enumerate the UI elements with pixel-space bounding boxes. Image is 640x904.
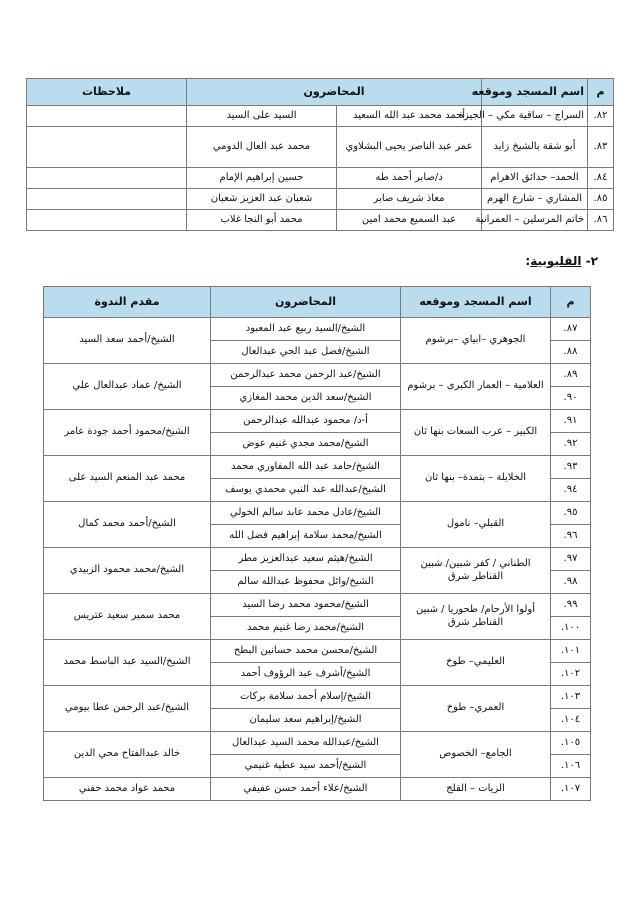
mosque-cell: الجامع– الخصوص xyxy=(401,732,551,778)
col-header-lecturers: المحاضرون xyxy=(211,287,401,318)
lecturer-cell: الشيخ/هيثم سعيد عبدالعزيز مطر xyxy=(211,548,401,571)
table-row xyxy=(44,778,591,801)
row-number: ٩٤. xyxy=(551,479,591,502)
lecturer-cell: الشيخ/محمود محمد رضا السيد xyxy=(211,594,401,617)
mosque-cell: الجوهري –ابياي –برشوم xyxy=(401,318,551,364)
mosque-cell: الطناني / كفر شبين/ شبين القناطر شرق xyxy=(401,548,551,594)
mosque-cell: الكبير – عرب السعات بنها ثان xyxy=(401,410,551,456)
lecturer-cell: عبد السميع محمد امين xyxy=(337,210,482,231)
lecturer-cell: عمر عبد الناصر يحيى البشلاوي xyxy=(337,127,482,168)
row-number: ١٠١. xyxy=(551,640,591,663)
col-header-notes: ملاحظات xyxy=(27,79,187,106)
presenter-cell: الشيخ/ عماد عبدالعال علي xyxy=(44,364,211,410)
lecturer-cell: الشيخ/السيد ربيع عبد المعبود xyxy=(211,318,401,341)
row-number: ٨٢. xyxy=(588,106,614,127)
mosque-cell: المشاري – شارع الهرم xyxy=(482,189,588,210)
lecturer-cell: الشيخ/محمد مجدي غنيم عوض xyxy=(211,433,401,456)
row-number: ٨٤. xyxy=(588,168,614,189)
mosques-table-qalyubia xyxy=(43,286,591,801)
row-number: ٩٠. xyxy=(551,387,591,410)
row-number: ٨٧. xyxy=(551,318,591,341)
row-number: ٩٨. xyxy=(551,571,591,594)
table-row xyxy=(44,502,591,525)
table-row xyxy=(44,732,591,755)
table-row xyxy=(27,189,614,210)
table-body xyxy=(44,318,591,801)
row-number: ٨٥. xyxy=(588,189,614,210)
mosque-cell: الزيات – القلج xyxy=(401,778,551,801)
table-row xyxy=(44,640,591,663)
lecturer-cell: د/صابر أحمد طه xyxy=(337,168,482,189)
col-header-mosque: اسم المسجد وموقعه xyxy=(482,79,588,106)
lecturer-cell: محمد عبد العال الدومي xyxy=(187,127,337,168)
section-title: القليوبية xyxy=(530,254,582,268)
mosque-cell: خاتم المرسلين – العمرانية xyxy=(482,210,588,231)
lecturer-cell: الشيخ/إبراهيم سعد سليمان xyxy=(211,709,401,732)
row-number: ٨٦. xyxy=(588,210,614,231)
mosque-cell: القبلي– نامول xyxy=(401,502,551,548)
row-number: ٨٩. xyxy=(551,364,591,387)
presenter-cell: الشيخ/محمود أحمد جودة عامر xyxy=(44,410,211,456)
lecturer-cell: السيد على السيد xyxy=(187,106,337,127)
col-header-mosque: اسم المسجد وموقعه xyxy=(401,287,551,318)
mosque-cell: السراج – ساقية مكي – الجيزة xyxy=(482,106,588,127)
table-row xyxy=(44,318,591,341)
row-number: ٩٣. xyxy=(551,456,591,479)
col-header-number: م xyxy=(551,287,591,318)
lecturer-cell: الشيخ/عبدالله محمد السيد عبدالعال xyxy=(211,732,401,755)
table-header-row xyxy=(44,287,591,318)
lecturer-cell: الشيخ/أشرف عبد الرؤوف أحمد xyxy=(211,663,401,686)
mosque-cell: الخلايلة – بتمدة– بنها ثان xyxy=(401,456,551,502)
row-number: ٩٥. xyxy=(551,502,591,525)
col-header-lecturers: المحاضرون xyxy=(187,79,482,106)
notes-cell xyxy=(27,127,187,168)
notes-cell xyxy=(27,210,187,231)
row-number: ١٠٥. xyxy=(551,732,591,755)
mosque-cell: العليمي– طوخ xyxy=(401,640,551,686)
notes-cell xyxy=(27,168,187,189)
row-number: ٩٩. xyxy=(551,594,591,617)
lecturer-cell: معاذ شريف صابر xyxy=(337,189,482,210)
col-header-presenter: مقدم الندوة xyxy=(44,287,211,318)
mosque-cell: أولوا الأرحام/ طحوريا / شبين القناطر شرق xyxy=(401,594,551,640)
table-row xyxy=(44,686,591,709)
lecturer-cell: الشيخ/فضل عبد الحي عبدالعال xyxy=(211,341,401,364)
lecturer-cell: الشيخ/عبد الرحمن محمد عبدالرحمن xyxy=(211,364,401,387)
table-row xyxy=(27,168,614,189)
table-row xyxy=(44,594,591,617)
lecturer-cell: الشيخ/محمد رضا غنيم محمد xyxy=(211,617,401,640)
presenter-cell: الشيخ/محمد محمود الزبيدي xyxy=(44,548,211,594)
presenter-cell: الشيخ/السيد عبد الباسط محمد xyxy=(44,640,211,686)
notes-cell xyxy=(27,189,187,210)
row-number: ٩٢. xyxy=(551,433,591,456)
lecturer-cell: الشيخ/إسلام أحمد سلامة بركات xyxy=(211,686,401,709)
presenter-cell: الشيخ/أحمد سعد السيد xyxy=(44,318,211,364)
row-number: ٩٦. xyxy=(551,525,591,548)
row-number: ٨٨. xyxy=(551,341,591,364)
presenter-cell: محمد عبد المنعم السيد على xyxy=(44,456,211,502)
mosques-table-giza xyxy=(26,78,614,231)
row-number: ١٠٠. xyxy=(551,617,591,640)
table-row xyxy=(27,127,614,168)
lecturer-cell: الشيخ/محسن محمد حسانين البطح xyxy=(211,640,401,663)
section-suffix: : xyxy=(525,254,531,268)
table-row xyxy=(27,106,614,127)
col-header-number: م xyxy=(588,79,614,106)
mosque-cell: الحمد– حدائق الاهرام xyxy=(482,168,588,189)
presenter-cell: الشيخ/عبد الرحمن عطا بيومي xyxy=(44,686,211,732)
mosque-cell: العمري– طوخ xyxy=(401,686,551,732)
presenter-cell: الشيخ/أحمد محمد كمال xyxy=(44,502,211,548)
table-row xyxy=(44,410,591,433)
lecturer-cell: أحمد محمد عبد الله السعيد xyxy=(337,106,482,127)
row-number: ٩١. xyxy=(551,410,591,433)
lecturer-cell: الشيخ/أحمد سيد عطية غنيمي xyxy=(211,755,401,778)
lecturer-cell: الشيخ/وائل محفوظ عبدالله سالم xyxy=(211,571,401,594)
lecturer-cell: الشيخ/عبدالله عبد النبي محمدي يوسف xyxy=(211,479,401,502)
row-number: ٨٣. xyxy=(588,127,614,168)
lecturer-cell: الشيخ/سعد الدين محمد المغازي xyxy=(211,387,401,410)
lecturer-cell: أ-د/ محمود عبدالله عبدالرحمن xyxy=(211,410,401,433)
table-row xyxy=(27,210,614,231)
lecturer-cell: الشيخ/حامد عبد الله المفاوري محمد xyxy=(211,456,401,479)
section-number: ٢- xyxy=(585,254,598,268)
row-number: ١٠٤. xyxy=(551,709,591,732)
presenter-cell: خالد عبدالفتاح محي الدين xyxy=(44,732,211,778)
lecturer-cell: شعبان عبد العزيز شعبان xyxy=(187,189,337,210)
section-heading xyxy=(380,254,598,268)
row-number: ١٠٢. xyxy=(551,663,591,686)
mosque-cell: العلامية – العمار الكبرى – برشوم xyxy=(401,364,551,410)
lecturer-cell: حسين إبراهيم الإمام xyxy=(187,168,337,189)
lecturer-cell: الشيخ/علاء أحمد حسن عفيفي xyxy=(211,778,401,801)
row-number: ١٠٦. xyxy=(551,755,591,778)
row-number: ١٠٣. xyxy=(551,686,591,709)
row-number: ١٠٧. xyxy=(551,778,591,801)
row-number: ٩٧. xyxy=(551,548,591,571)
lecturer-cell: الشيخ/محمد سلامة إبراهيم فضل الله xyxy=(211,525,401,548)
table-row xyxy=(44,456,591,479)
lecturer-cell: محمد أبو النجا غلاب xyxy=(187,210,337,231)
table-row xyxy=(44,364,591,387)
lecturer-cell: الشيخ/عادل محمد عابد سالم الخولي xyxy=(211,502,401,525)
table-header-row xyxy=(27,79,614,106)
presenter-cell: محمد عواد محمد حفني xyxy=(44,778,211,801)
mosque-cell: أبو شقة بالشيخ زايد xyxy=(482,127,588,168)
notes-cell xyxy=(27,106,187,127)
table-row xyxy=(44,548,591,571)
presenter-cell: محمد سمير سعيد عتريس xyxy=(44,594,211,640)
